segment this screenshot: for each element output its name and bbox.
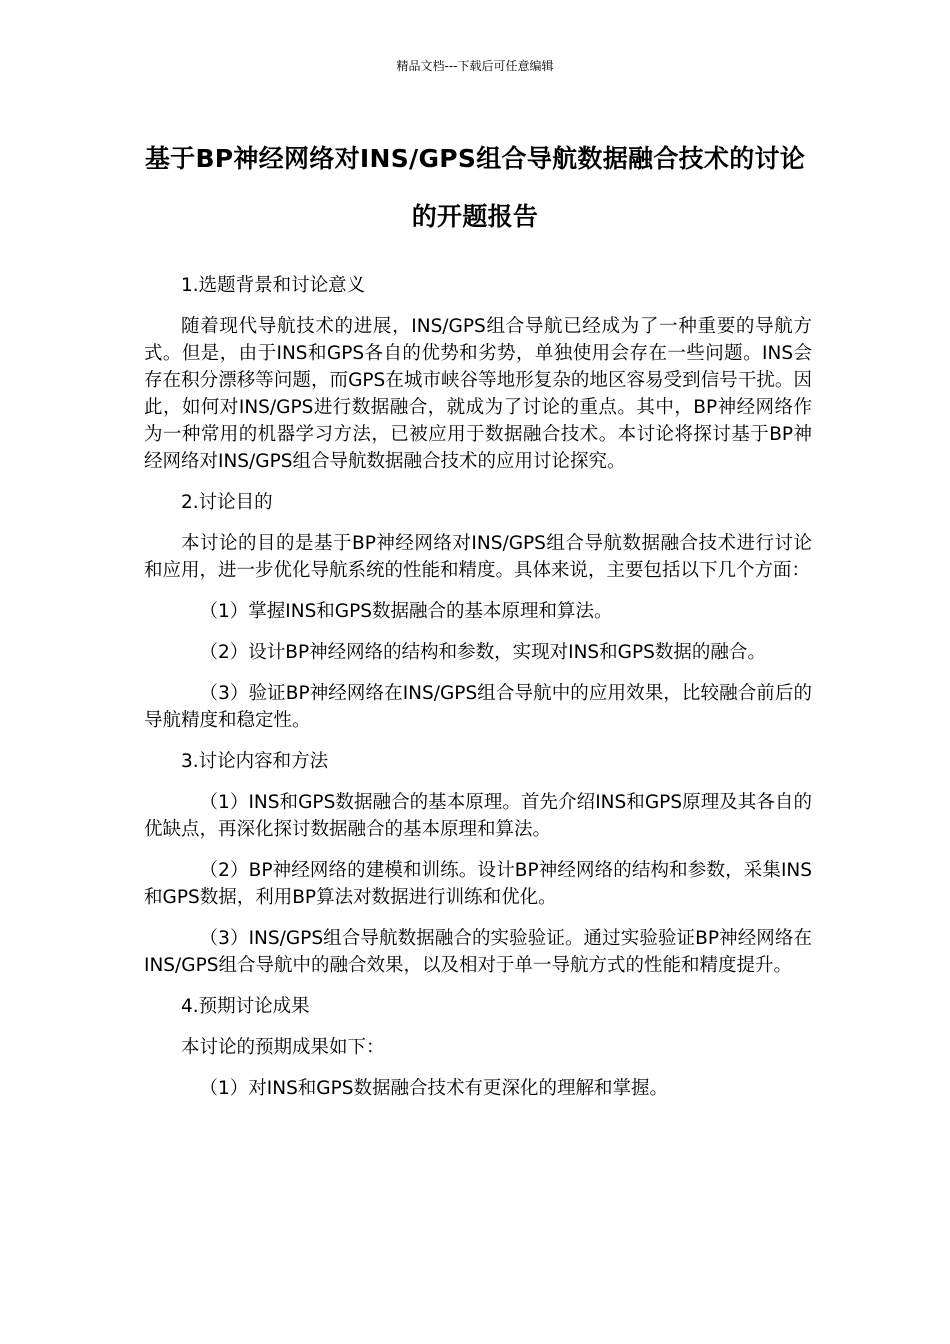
section-2-item-2: （2）设计BP神经网络的结构和参数，实现对INS和GPS数据的融合。 bbox=[199, 642, 766, 663]
document-title: 基于BP神经网络对INS/GPS组合导航数据融合技术的讨论的开题报告 bbox=[144, 144, 806, 231]
section-4-heading: 4.预期讨论成果 bbox=[181, 996, 310, 1017]
section-3-item-1: （1）INS和GPS数据融合的基本原理。首先介绍INS和GPS原理及其各自的优缺点，再深化探讨数据融合的基本原理和算法。 bbox=[144, 792, 812, 840]
page-header: 精品文档---下载后可任意编辑 bbox=[396, 59, 554, 73]
section-2-heading: 2.讨论目的 bbox=[181, 492, 273, 513]
section-3-heading: 3.讨论内容和方法 bbox=[181, 751, 329, 772]
section-4-paragraph: 本讨论的预期成果如下： bbox=[181, 1037, 385, 1058]
document-body bbox=[144, 272, 812, 1116]
section-3-item-2: （2）BP神经网络的建模和训练。设计BP神经网络的结构和参数，采集INS和GPS数据，利用BP算法对数据进行训练和优化。 bbox=[144, 860, 812, 908]
section-1-heading: 1.选题背景和讨论意义 bbox=[181, 275, 366, 296]
section-2-item-3: （3）验证BP神经网络在INS/GPS组合导航中的应用效果，比较融合前后的导航精度和稳定性。 bbox=[144, 683, 812, 731]
section-1-paragraph: 随着现代导航技术的进展，INS/GPS组合导航已经成为了一种重要的导航方式。但是，由于INS和GPS各自的优势和劣势，单独使用会存在一些问题。INS会存在积分漂移等问题，而GPS在城市峡谷等地形复杂的地区容易受到信号干扰。因此，如何对INS/GPS进行数据融合，就成为了讨论的重点。其中，BP神经网络作为一种常用的机器学习方法，已被应用于数据融合技术。本讨论将探讨基于BP神经网络对INS/GPS组合导航数据融合技术的应用讨论探究。 bbox=[144, 316, 812, 472]
section-2-paragraph: 本讨论的目的是基于BP神经网络对INS/GPS组合导航数据融合技术进行讨论和应用，进一步优化导航系统的性能和精度。具体来说，主要包括以下几个方面： bbox=[144, 533, 812, 581]
section-3-item-3: （3）INS/GPS组合导航数据融合的实验验证。通过实验验证BP神经网络在INS/GPS组合导航中的融合效果，以及相对于单一导航方式的性能和精度提升。 bbox=[144, 928, 812, 976]
section-2-item-1: （1）掌握INS和GPS数据融合的基本原理和算法。 bbox=[199, 601, 613, 622]
section-4-item-1: （1）对INS和GPS数据融合技术有更深化的理解和掌握。 bbox=[199, 1078, 669, 1099]
